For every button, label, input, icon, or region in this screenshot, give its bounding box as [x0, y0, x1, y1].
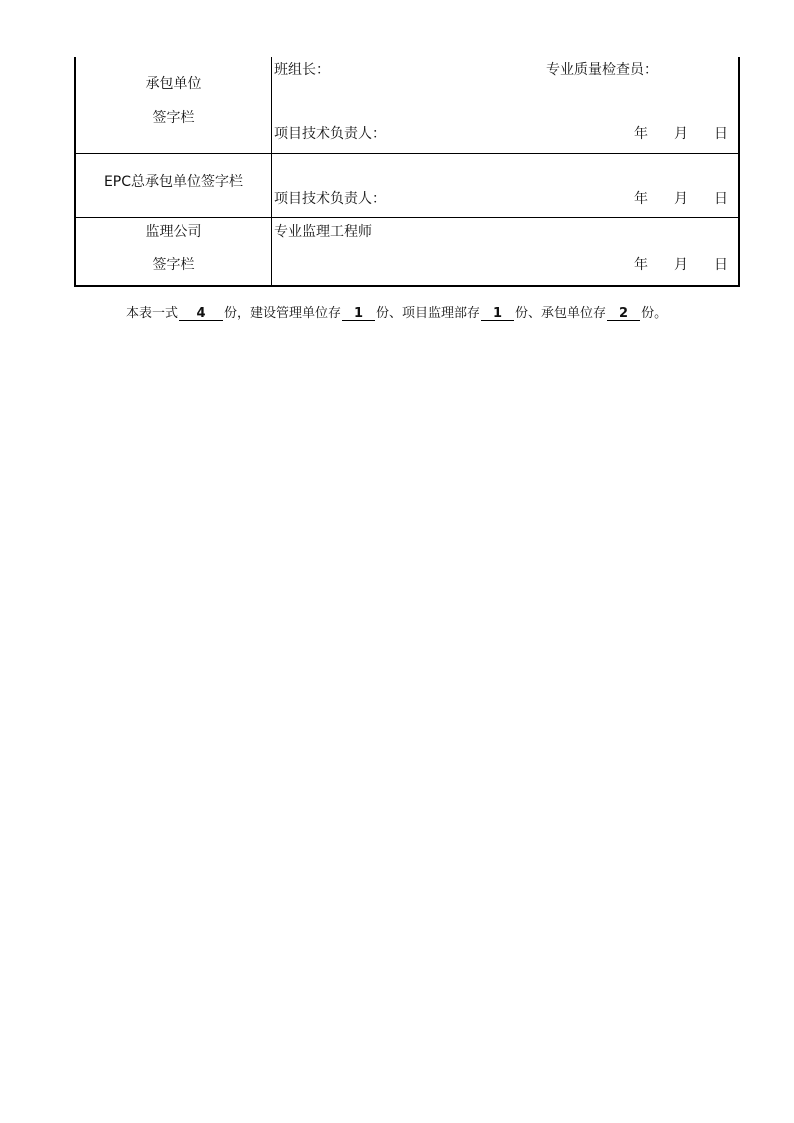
supervisor-label-line2: 签字栏	[152, 257, 195, 273]
supervisor-month: 月	[674, 257, 688, 273]
supervisor-signature-row	[76, 218, 738, 285]
contractor-copies-value: 2	[607, 307, 640, 321]
epc-tech-lead-label: 项目技术负责人：	[274, 191, 386, 207]
owner-copies-value: 1	[342, 307, 375, 321]
copies-note	[126, 302, 667, 321]
contractor-day: 日	[714, 126, 728, 142]
copies-text-2: 份，建设管理单位存	[224, 306, 342, 321]
total-copies-value: 4	[179, 307, 223, 321]
contractor-year: 年	[634, 126, 648, 142]
epc-month: 月	[674, 191, 688, 207]
supervisor-year: 年	[634, 257, 648, 273]
contractor-label-line1: 承包单位	[145, 76, 202, 92]
epc-signature-row	[76, 154, 738, 218]
contractor-month: 月	[674, 126, 688, 142]
copies-text-3: 份、项目监理部存	[376, 306, 481, 321]
contractor-signature-row	[76, 57, 738, 154]
copies-text-1: 本表一式	[126, 306, 179, 321]
supervisor-label-line1: 监理公司	[145, 224, 202, 240]
epc-year: 年	[634, 191, 648, 207]
supervisor-day: 日	[714, 257, 728, 273]
supervising-engineer-label: 专业监理工程师	[274, 224, 372, 240]
copies-text-5: 份。	[641, 306, 668, 321]
contractor-label-line2: 签字栏	[152, 110, 195, 126]
supervision-copies-value: 1	[481, 307, 514, 321]
copies-text-4: 份、承包单位存	[515, 306, 607, 321]
quality-inspector-label: 专业质量检查员：	[546, 62, 658, 78]
contractor-tech-lead-label: 项目技术负责人：	[274, 126, 386, 142]
signature-table	[74, 57, 740, 287]
epc-day: 日	[714, 191, 728, 207]
epc-label: EPC总承包单位签字栏	[103, 174, 244, 190]
team-leader-label: 班组长：	[274, 62, 330, 78]
